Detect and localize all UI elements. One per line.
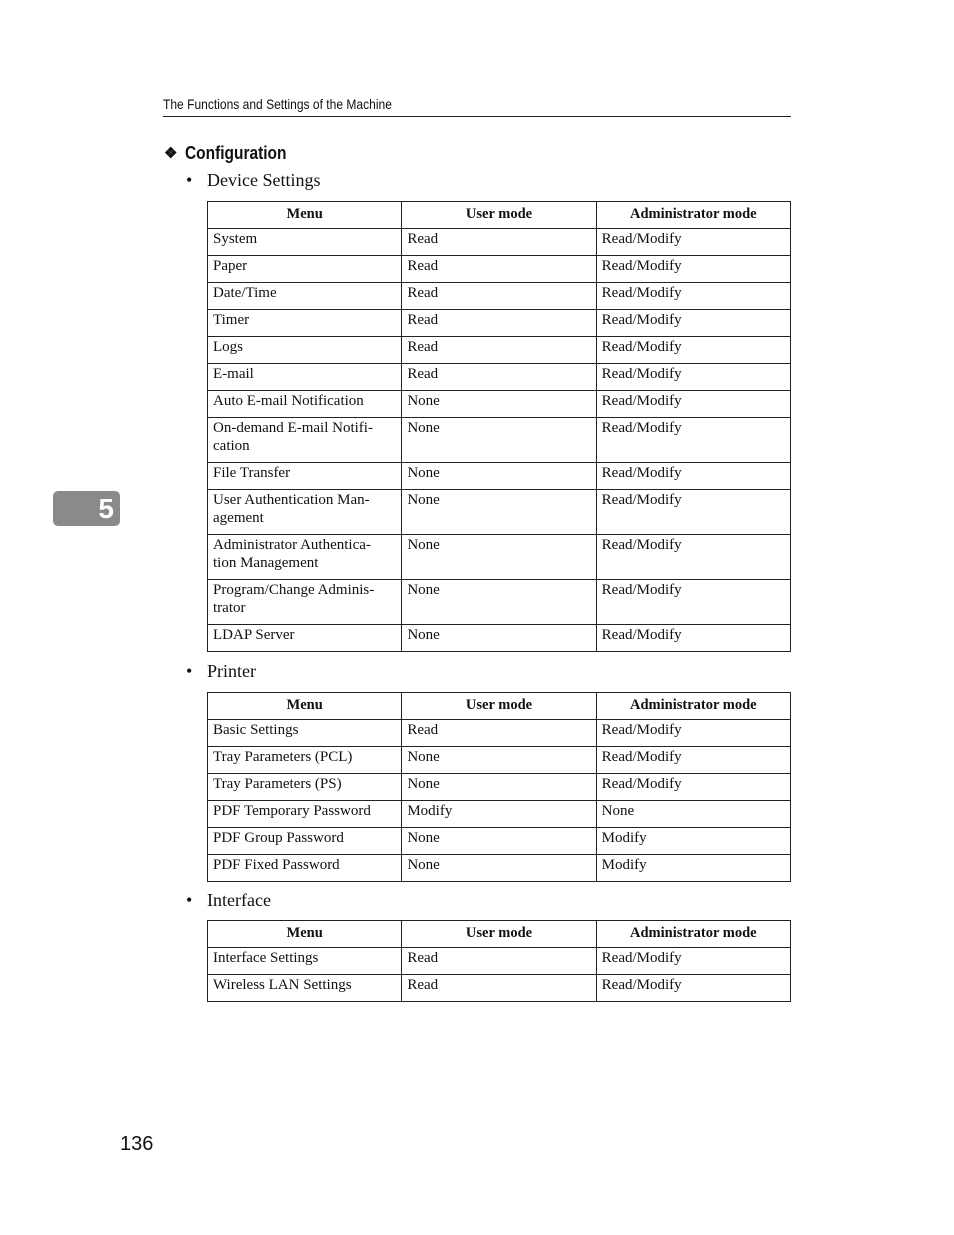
- menu-cell: Basic Settings: [208, 720, 402, 747]
- table-row: [208, 364, 791, 391]
- menu-cell: Administrator Authentica- tion Management: [208, 535, 402, 580]
- admin-mode-cell: Read/Modify: [596, 418, 790, 463]
- menu-cell: File Transfer: [208, 463, 402, 490]
- menu-cell: On-demand E-mail Notifi- cation: [208, 418, 402, 463]
- admin-mode-cell: Read/Modify: [596, 364, 790, 391]
- table-row: [208, 801, 791, 828]
- user-mode-cell: None: [402, 625, 596, 652]
- admin-mode-cell: Read/Modify: [596, 975, 790, 1002]
- section-title: Configuration: [185, 142, 287, 163]
- table-row: [208, 256, 791, 283]
- admin-mode-cell: Read/Modify: [596, 625, 790, 652]
- admin-mode-cell: Read/Modify: [596, 535, 790, 580]
- column-header: User mode: [402, 202, 596, 229]
- bullet-icon: •: [186, 660, 193, 681]
- menu-cell: Tray Parameters (PCL): [208, 747, 402, 774]
- menu-cell: Logs: [208, 337, 402, 364]
- table-row: [208, 975, 791, 1002]
- column-header: Administrator mode: [596, 202, 790, 229]
- menu-cell: Paper: [208, 256, 402, 283]
- menu-cell: LDAP Server: [208, 625, 402, 652]
- menu-cell: Timer: [208, 310, 402, 337]
- table-row: [208, 720, 791, 747]
- column-header: Administrator mode: [596, 921, 790, 948]
- running-head-text: The Functions and Settings of the Machine: [163, 96, 392, 112]
- user-mode-cell: None: [402, 774, 596, 801]
- table-heading: Interface: [207, 889, 271, 910]
- menu-cell: PDF Group Password: [208, 828, 402, 855]
- table-heading: Device Settings: [207, 169, 321, 190]
- bullet-icon: •: [186, 889, 193, 910]
- interface-table: [207, 920, 791, 1002]
- menu-cell: Interface Settings: [208, 948, 402, 975]
- table-heading: Printer: [207, 660, 256, 681]
- admin-mode-cell: Read/Modify: [596, 256, 790, 283]
- device-settings-table: [207, 201, 791, 652]
- column-header: Menu: [208, 202, 402, 229]
- table-row: [208, 625, 791, 652]
- table-row: [208, 855, 791, 882]
- table-row: [208, 463, 791, 490]
- user-mode-cell: Read: [402, 720, 596, 747]
- menu-cell: User Authentication Man- agement: [208, 490, 402, 535]
- table-row: [208, 283, 791, 310]
- user-mode-cell: None: [402, 828, 596, 855]
- menu-cell: Wireless LAN Settings: [208, 975, 402, 1002]
- menu-cell: PDF Temporary Password: [208, 801, 402, 828]
- user-mode-cell: None: [402, 747, 596, 774]
- table-row: [208, 490, 791, 535]
- table-row: [208, 535, 791, 580]
- chapter-number: 5: [98, 492, 114, 524]
- menu-cell: PDF Fixed Password: [208, 855, 402, 882]
- user-mode-cell: None: [402, 535, 596, 580]
- user-mode-cell: Read: [402, 310, 596, 337]
- page-number: 136: [120, 1133, 154, 1155]
- four-diamond-icon: ❖: [164, 145, 178, 162]
- menu-cell: Tray Parameters (PS): [208, 774, 402, 801]
- table-row: [208, 580, 791, 625]
- printer-table: [207, 692, 791, 882]
- column-header: Administrator mode: [596, 693, 790, 720]
- admin-mode-cell: Read/Modify: [596, 580, 790, 625]
- menu-cell: Program/Change Adminis- trator: [208, 580, 402, 625]
- admin-mode-cell: Read/Modify: [596, 310, 790, 337]
- admin-mode-cell: Read/Modify: [596, 720, 790, 747]
- user-mode-cell: Read: [402, 283, 596, 310]
- admin-mode-cell: Read/Modify: [596, 774, 790, 801]
- user-mode-cell: None: [402, 490, 596, 535]
- admin-mode-cell: Modify: [596, 855, 790, 882]
- user-mode-cell: Read: [402, 229, 596, 256]
- table-row: [208, 747, 791, 774]
- menu-cell: Auto E-mail Notification: [208, 391, 402, 418]
- column-header: Menu: [208, 693, 402, 720]
- user-mode-cell: Read: [402, 948, 596, 975]
- user-mode-cell: None: [402, 463, 596, 490]
- table-header-row: [208, 693, 791, 720]
- user-mode-cell: None: [402, 580, 596, 625]
- table-row: [208, 418, 791, 463]
- bullet-icon: •: [186, 169, 193, 190]
- table-row: [208, 310, 791, 337]
- user-mode-cell: Read: [402, 975, 596, 1002]
- admin-mode-cell: Read/Modify: [596, 391, 790, 418]
- admin-mode-cell: Read/Modify: [596, 747, 790, 774]
- admin-mode-cell: Read/Modify: [596, 337, 790, 364]
- admin-mode-cell: Read/Modify: [596, 283, 790, 310]
- user-mode-cell: None: [402, 855, 596, 882]
- admin-mode-cell: Read/Modify: [596, 463, 790, 490]
- table-row: [208, 229, 791, 256]
- admin-mode-cell: Read/Modify: [596, 229, 790, 256]
- running-head: [163, 96, 791, 117]
- section-heading: [164, 142, 303, 164]
- user-mode-cell: None: [402, 418, 596, 463]
- bullet-printer: [186, 660, 256, 682]
- table-header-row: [208, 921, 791, 948]
- column-header: User mode: [402, 693, 596, 720]
- table-header-row: [208, 202, 791, 229]
- menu-cell: System: [208, 229, 402, 256]
- table-row: [208, 774, 791, 801]
- admin-mode-cell: Read/Modify: [596, 490, 790, 535]
- table-row: [208, 828, 791, 855]
- menu-cell: E-mail: [208, 364, 402, 391]
- table-row: [208, 391, 791, 418]
- column-header: Menu: [208, 921, 402, 948]
- user-mode-cell: Read: [402, 364, 596, 391]
- bullet-device-settings: [186, 169, 320, 191]
- admin-mode-cell: None: [596, 801, 790, 828]
- user-mode-cell: Read: [402, 256, 596, 283]
- user-mode-cell: Read: [402, 337, 596, 364]
- bullet-interface: [186, 889, 271, 911]
- table-row: [208, 948, 791, 975]
- column-header: User mode: [402, 921, 596, 948]
- user-mode-cell: None: [402, 391, 596, 418]
- admin-mode-cell: Modify: [596, 828, 790, 855]
- admin-mode-cell: Read/Modify: [596, 948, 790, 975]
- menu-cell: Date/Time: [208, 283, 402, 310]
- table-row: [208, 337, 791, 364]
- user-mode-cell: Modify: [402, 801, 596, 828]
- chapter-tab: [53, 491, 120, 526]
